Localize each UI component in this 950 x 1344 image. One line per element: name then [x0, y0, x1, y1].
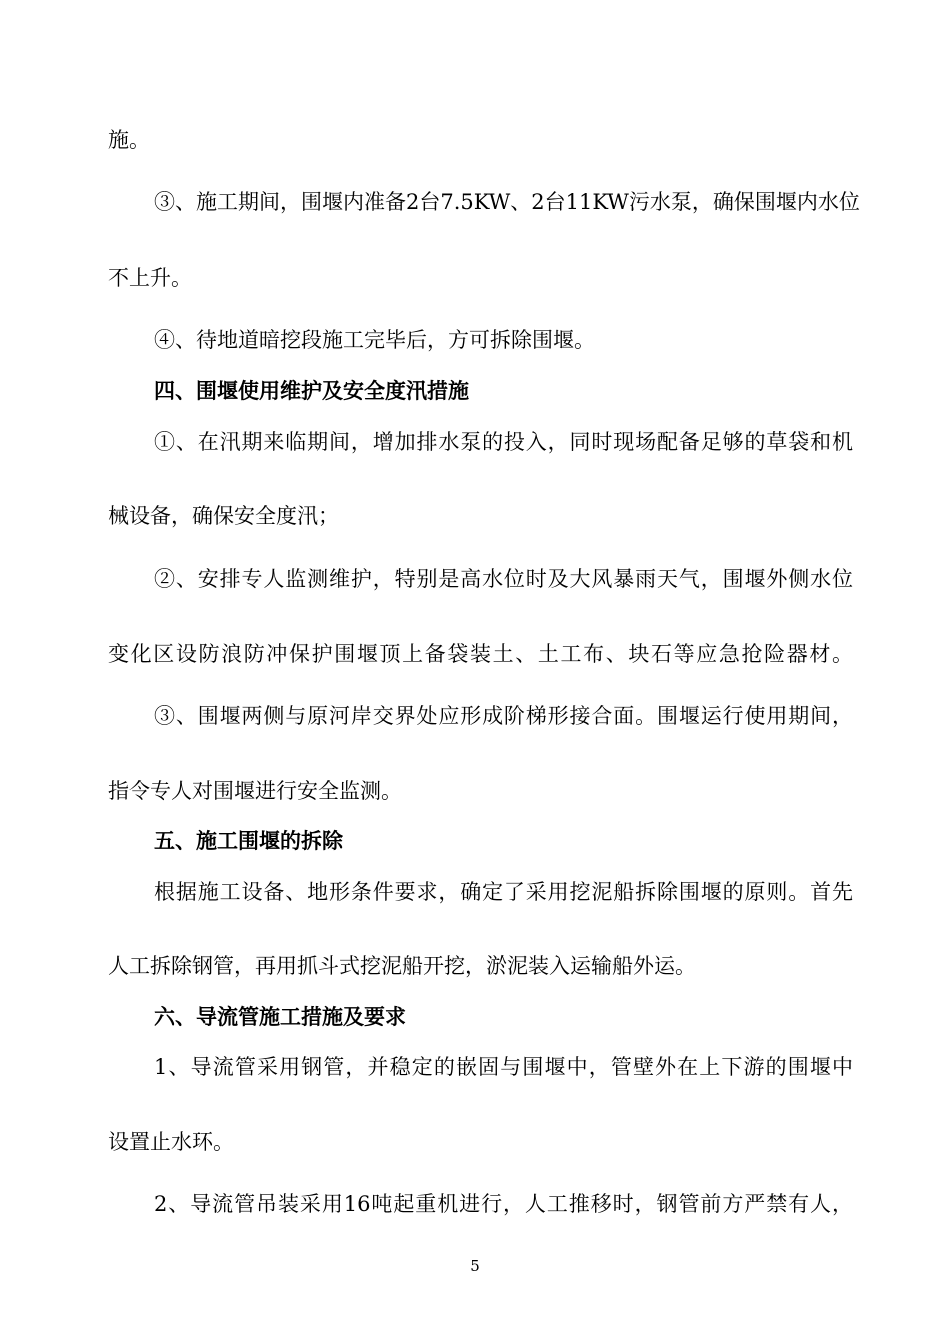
text-line: ②、安排专人监测维护，特别是高水位时及大风暴雨天气，围堰外侧水位 — [154, 567, 853, 591]
text-line: ①、在汛期来临期间，增加排水泵的投入，同时现场配备足够的草袋和机 — [154, 430, 853, 454]
page-number: 5 — [470, 1257, 480, 1275]
text-line: ④、待地道暗挖段施工完毕后，方可拆除围堰。 — [154, 328, 595, 352]
section-heading: 四、围堰使用维护及安全度汛措施 — [154, 378, 469, 403]
text-line: ③、施工期间，围堰内准备2台7.5KW、2台11KW污水泵，确保围堰内水位 — [154, 190, 860, 214]
text-line: 施。 — [108, 128, 150, 152]
text-line: 械设备，确保安全度汛； — [108, 504, 339, 528]
text-line: 2、导流管吊装采用16吨起重机进行，人工推移时，钢管前方严禁有人， — [154, 1192, 853, 1216]
text-line: ③、围堰两侧与原河岸交界处应形成阶梯形接合面。围堰运行使用期间， — [154, 704, 853, 728]
text-line: 不上升。 — [108, 266, 192, 290]
section-heading: 五、施工围堰的拆除 — [154, 828, 343, 853]
text-line: 根据施工设备、地形条件要求，确定了采用挖泥船拆除围堰的原则。首先 — [154, 880, 853, 904]
text-line: 人工拆除钢管，再用抓斗式挖泥船开挖，淤泥装入运输船外运。 — [108, 954, 696, 978]
text-line: 指令专人对围堰进行安全监测。 — [108, 779, 402, 803]
text-line: 1、导流管采用钢管，并稳定的嵌固与围堰中，管壁外在上下游的围堰中 — [154, 1055, 853, 1079]
text-line: 设置止水环。 — [108, 1130, 234, 1154]
text-line: 变化区设防浪防冲保护围堰顶上备袋装土、土工布、块石等应急抢险器材。 — [108, 642, 853, 666]
section-heading: 六、导流管施工措施及要求 — [154, 1004, 406, 1029]
